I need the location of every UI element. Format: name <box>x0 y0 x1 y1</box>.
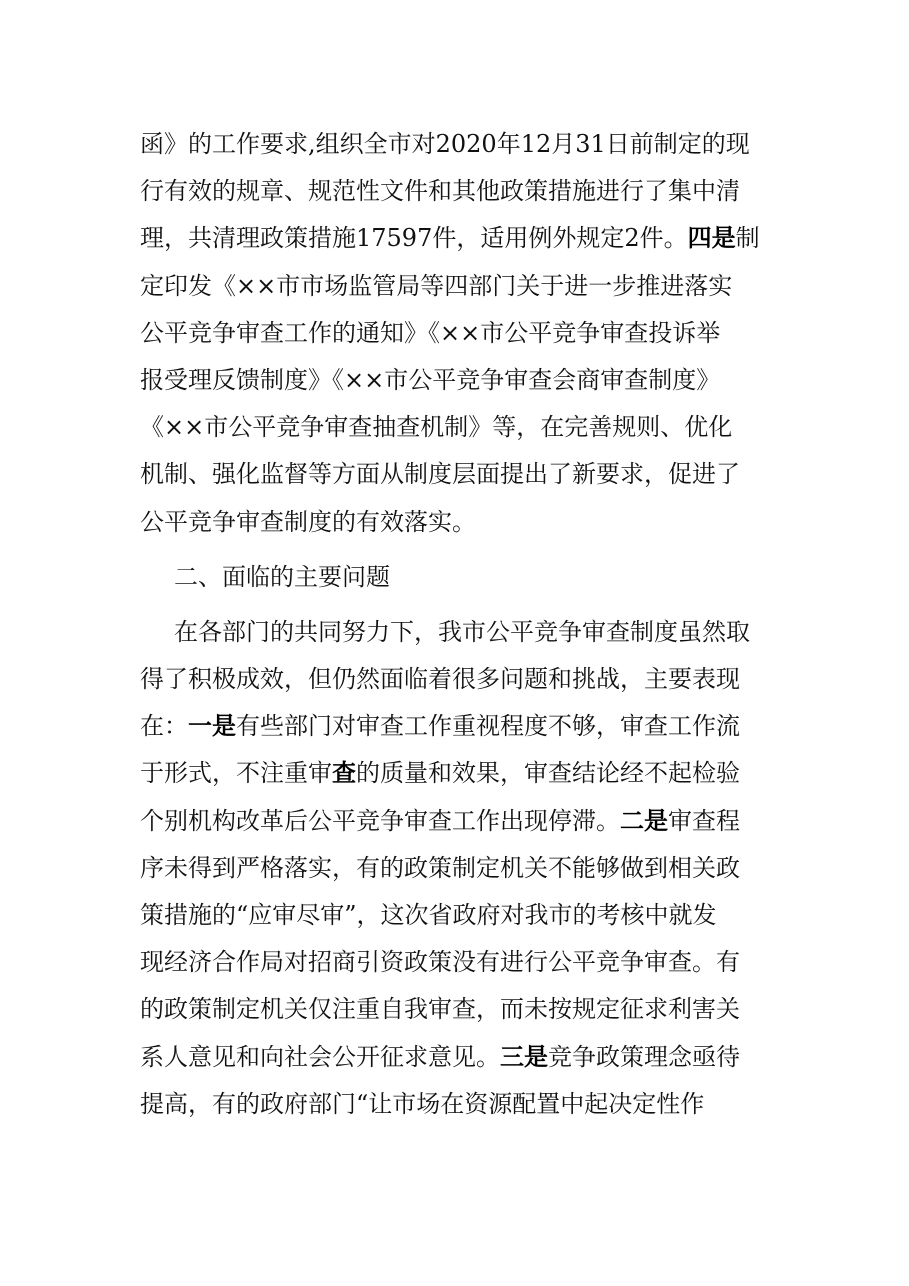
paragraph-line <box>140 750 780 797</box>
document-body <box>140 121 780 1128</box>
emphasis-two: 二是 <box>620 806 668 835</box>
paragraph-line <box>140 404 780 451</box>
emphasis-three: 三是 <box>500 1042 548 1071</box>
text-run: 竞争政策理念亟待 <box>548 1042 740 1071</box>
paragraph-line <box>140 845 780 892</box>
text-run: 行有效的规章、规范性文件和其他政策措施进行了集中清 <box>140 177 740 206</box>
bold-char: 查 <box>332 759 356 788</box>
text-run: 得了积极成效，但仍然面临着很多问题和挑战，主要表现 <box>140 665 740 694</box>
paragraph-line <box>140 357 780 404</box>
text-run: 报受理反馈制度》《××市公平竞争审查会商审查制度》 <box>140 365 721 394</box>
text-run: 审查程 <box>668 806 740 835</box>
paragraph-line <box>140 310 780 357</box>
text-run: 个别机构改革后公平竞争审查工作出现停滞。 <box>140 806 620 835</box>
paragraph-line <box>140 263 780 310</box>
text-run: 提高，有的政府部门“让市场在资源配置中起决定性作 <box>140 1089 705 1118</box>
text-run: 《××市公平竞争审查抽查机制》等，在完善规则、优化 <box>140 413 733 442</box>
paragraph-line <box>140 1034 780 1081</box>
heading-text: 二、面临的主要问题 <box>174 562 390 591</box>
text-run: 系人意见和向社会公开征求意见。 <box>140 1042 500 1071</box>
paragraph-line <box>140 168 780 215</box>
paragraph-line <box>140 798 780 845</box>
text-run: 在各部门的共同努力下，我市公平竞争审查制度虽然取 <box>174 617 750 646</box>
paragraph-line <box>140 986 780 1033</box>
paragraph-line <box>140 499 780 546</box>
paragraph-line <box>140 939 780 986</box>
text-run: 公平竞争审查工作的通知》《××市公平竞争审查投诉举 <box>140 318 721 347</box>
text-run: 公平竞争审查制度的有效落实。 <box>140 507 476 536</box>
text-run: 函》的工作要求,组织全市对2020年12月31日前制定的现 <box>140 130 750 158</box>
text-run: 的政策制定机关仅注重自我审查，而未按规定征求利害关 <box>140 995 740 1024</box>
paragraph-line <box>140 703 780 750</box>
text-run: 机制、强化监督等方面从制度层面提出了新要求，促进了 <box>140 460 740 489</box>
section-heading <box>140 554 780 601</box>
text-run: 理，共清理政策措施17597件，适用例外规定2件。 <box>140 224 688 253</box>
text-run: 定印发《××市市场监管局等四部门关于进一步推进落实 <box>140 271 733 300</box>
paragraph-line <box>140 121 780 168</box>
text-run: 制 <box>735 224 760 253</box>
emphasis-one: 一是 <box>188 712 236 741</box>
emphasis-four: 四是 <box>687 224 736 253</box>
text-run: 有些部门对审查工作重视程度不够，审查工作流 <box>236 712 740 741</box>
text-run: 策措施的“应审尽审”，这次省政府对我市的考核中就发 <box>140 901 717 929</box>
text-run: 于形式，不注重审 <box>140 759 332 788</box>
paragraph-line <box>140 656 780 703</box>
paragraph-line <box>140 892 780 939</box>
paragraph-line <box>140 451 780 498</box>
paragraph-line <box>140 215 780 262</box>
text-run: 的质量和效果，审查结论经不起检验 <box>356 759 740 788</box>
text-run: 现经济合作局对招商引资政策没有进行公平竞争审查。有 <box>140 948 740 977</box>
text-run: 序未得到严格落实，有的政策制定机关不能够做到相关政 <box>140 853 740 882</box>
paragraph-line <box>140 1081 780 1128</box>
text-run: 在： <box>140 712 188 741</box>
paragraph-line <box>140 609 780 656</box>
